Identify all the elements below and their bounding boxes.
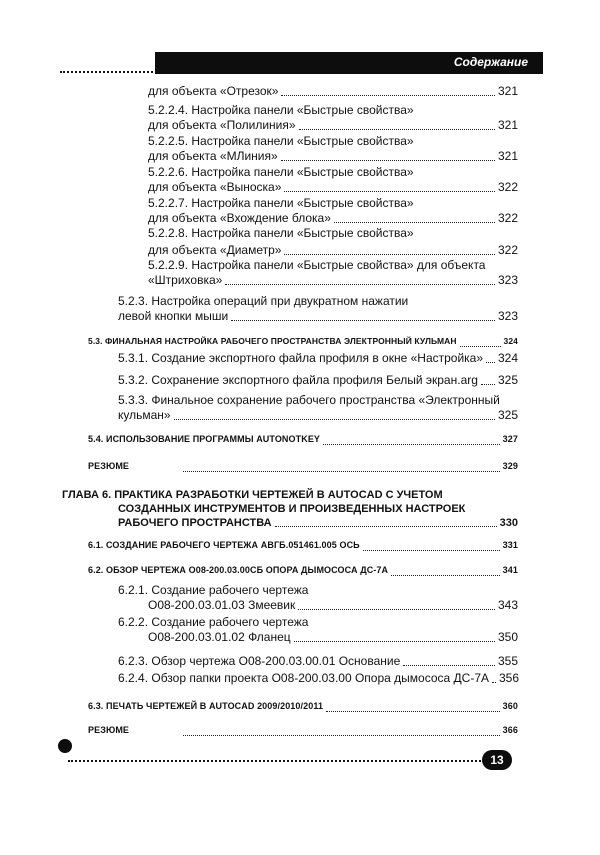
toc-entry-6-2-4[interactable]: 6.2.4. Обзор папки проекта О08-200.03.00 Опора дымососа ДС-7А 356 <box>118 671 520 685</box>
toc-entry-5-2-2-4[interactable]: 5.2.2.4. Настройка панели «Быстрые свойства» для объекта «Полилиния» 321 <box>148 103 518 132</box>
toc-entry-5-2-2-9[interactable]: 5.2.2.9. Настройка панели «Быстрые свойства» для объекта «Штриховка» 323 <box>148 258 518 287</box>
toc-entry-resume-5[interactable]: РЕЗЮМЕ 329 <box>88 461 518 471</box>
toc-entry-5-4[interactable]: 5.4. ИСПОЛЬЗОВАНИЕ ПРОГРАММЫ AUTONOTKEY 327 <box>88 434 518 444</box>
toc-entry-5-3-3[interactable]: 5.3.3. Финальное сохранение рабочего пространства «Электронный кульман» 325 <box>118 393 518 422</box>
toc-entry-resume-6[interactable]: РЕЗЮМЕ 366 <box>88 725 518 735</box>
toc-entry-5-3-2[interactable]: 5.3.2. Сохранение экспортного файла профиля Белый экран.arg 325 <box>118 373 518 387</box>
toc-entry-5-2-2-8[interactable]: 5.2.2.8. Настройка панели «Быстрые свойства» для объекта «Диаметр» 322 <box>148 226 518 257</box>
toc-entry-5-2-2-7[interactable]: 5.2.2.7. Настройка панели «Быстрые свойства» для объекта «Вхождение блока» 322 <box>148 196 518 225</box>
toc-entry-5-3[interactable]: 5.3. ФИНАЛЬНАЯ НАСТРОЙКА РАБОЧЕГО ПРОСТРАНСТВА ЭЛЕКТРОННЫЙ КУЛЬМАН 324 <box>88 336 518 346</box>
footer-dashed-rule <box>68 760 488 762</box>
toc-entry-6-2-1[interactable]: 6.2.1. Создание рабочего чертежа О08-200.03.01.03 Змеевик 343 <box>118 583 518 612</box>
toc-entry-6-2-3[interactable]: 6.2.3. Обзор чертежа О08-200.03.00.01 Основание 355 <box>118 654 518 668</box>
page-number: 13 <box>490 753 504 767</box>
toc-entry-5-2-2-6[interactable]: 5.2.2.6. Настройка панели «Быстрые свойства» для объекта «Выноска» 322 <box>148 165 518 194</box>
footer-bullet <box>58 739 72 753</box>
toc-entry-6-2[interactable]: 6.2. ОБЗОР ЧЕРТЕЖА О08-200.03.00СБ ОПОРА ДЫМОСОСА ДС-7А 341 <box>88 565 518 575</box>
toc-entry-6-3[interactable]: 6.3. ПЕЧАТЬ ЧЕРТЕЖЕЙ В AUTOCAD 2009/2010/2011 360 <box>88 701 518 711</box>
toc-entry-5-2-2-3-cont[interactable]: для объекта «Отрезок» 321 <box>148 84 518 98</box>
toc-entry-5-2-3[interactable]: 5.2.3. Настройка операций при двукратном нажатии левой кнопки мыши 323 <box>118 294 518 323</box>
page-number-badge <box>482 750 512 770</box>
toc-entry-6-1[interactable]: 6.1. СОЗДАНИЕ РАБОЧЕГО ЧЕРТЕЖА АВГБ.051461.005 ОСЬ 331 <box>88 540 518 550</box>
toc-entry-5-3-1[interactable]: 5.3.1. Создание экспортного файла профиля в окне «Настройка» 324 <box>118 351 518 365</box>
header-band <box>155 52 543 74</box>
toc-chapter-6[interactable]: ГЛАВА 6. ПРАКТИКА РАЗРАБОТКИ ЧЕРТЕЖЕЙ В AUTOCAD С УЧЕТОМ СОЗДАННЫХ ИНСТРУМЕНТОВ И ПРОИЗВЕДЕННЫХ НАСТРОЕК РАБОЧЕГО ПРОСТРАНСТВА 330 <box>62 489 518 529</box>
toc-entry-6-2-2[interactable]: 6.2.2. Создание рабочего чертежа О08-200.03.01.02 Фланец 350 <box>118 615 518 644</box>
header-dashed-rule <box>60 71 160 73</box>
toc-entry-5-2-2-5[interactable]: 5.2.2.5. Настройка панели «Быстрые свойства» для объекта «МЛиния» 321 <box>148 134 518 163</box>
header-title: Содержание <box>453 55 528 69</box>
